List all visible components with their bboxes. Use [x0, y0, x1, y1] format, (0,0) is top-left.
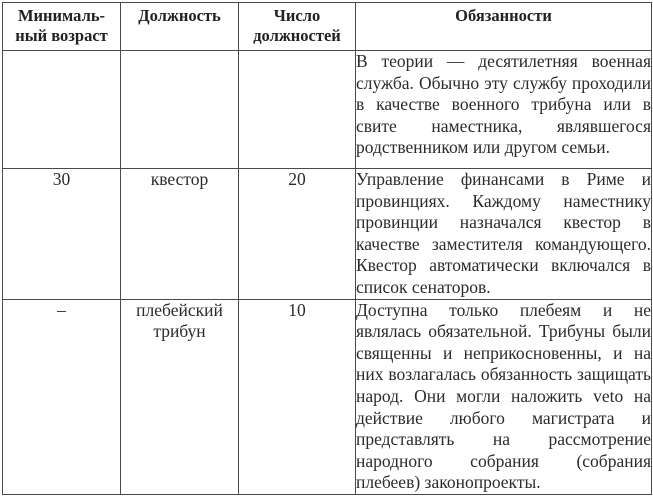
header-count: Число должностей	[239, 3, 356, 51]
table-row	[3, 169, 652, 300]
table-row	[3, 299, 652, 494]
cell-position: квестор	[121, 169, 239, 300]
header-min-age: Минималь-ный возраст	[3, 3, 121, 51]
table-row	[3, 51, 652, 169]
cell-min-age	[3, 51, 121, 169]
cell-duties: В теории — десятилетняя военная служба. Обычно эту службу проходили в качестве военного трибуна или в свите наместника, являвшегося родственником или другом семьи.	[356, 51, 652, 169]
cell-min-age: 30	[3, 169, 121, 300]
cell-duties: Доступна только плебеям и не являлась обязательной. Трибуны были священны и неприкосновенны, и на них возлагалась обязанность защищать народ. Они могли наложить veto на действие любого магистрата и представлять на рассмотрение народного собрания (собрания плебеев) законопроекты.	[356, 299, 652, 494]
cell-count: 20	[239, 169, 356, 300]
magistracies-table	[2, 2, 652, 495]
cell-min-age: –	[3, 299, 121, 494]
cell-position	[121, 51, 239, 169]
cell-position: плебейский трибун	[121, 299, 239, 494]
table-header-row	[3, 3, 652, 51]
header-duties: Обязанности	[356, 3, 652, 51]
cell-count: 10	[239, 299, 356, 494]
header-position: Должность	[121, 3, 239, 51]
cell-count	[239, 51, 356, 169]
cell-duties: Управление финансами в Риме и провинциях. Каждому наместнику провинции назначался квестор в качестве заместителя командующего. Квестор автоматически включался в список сенаторов.	[356, 169, 652, 300]
